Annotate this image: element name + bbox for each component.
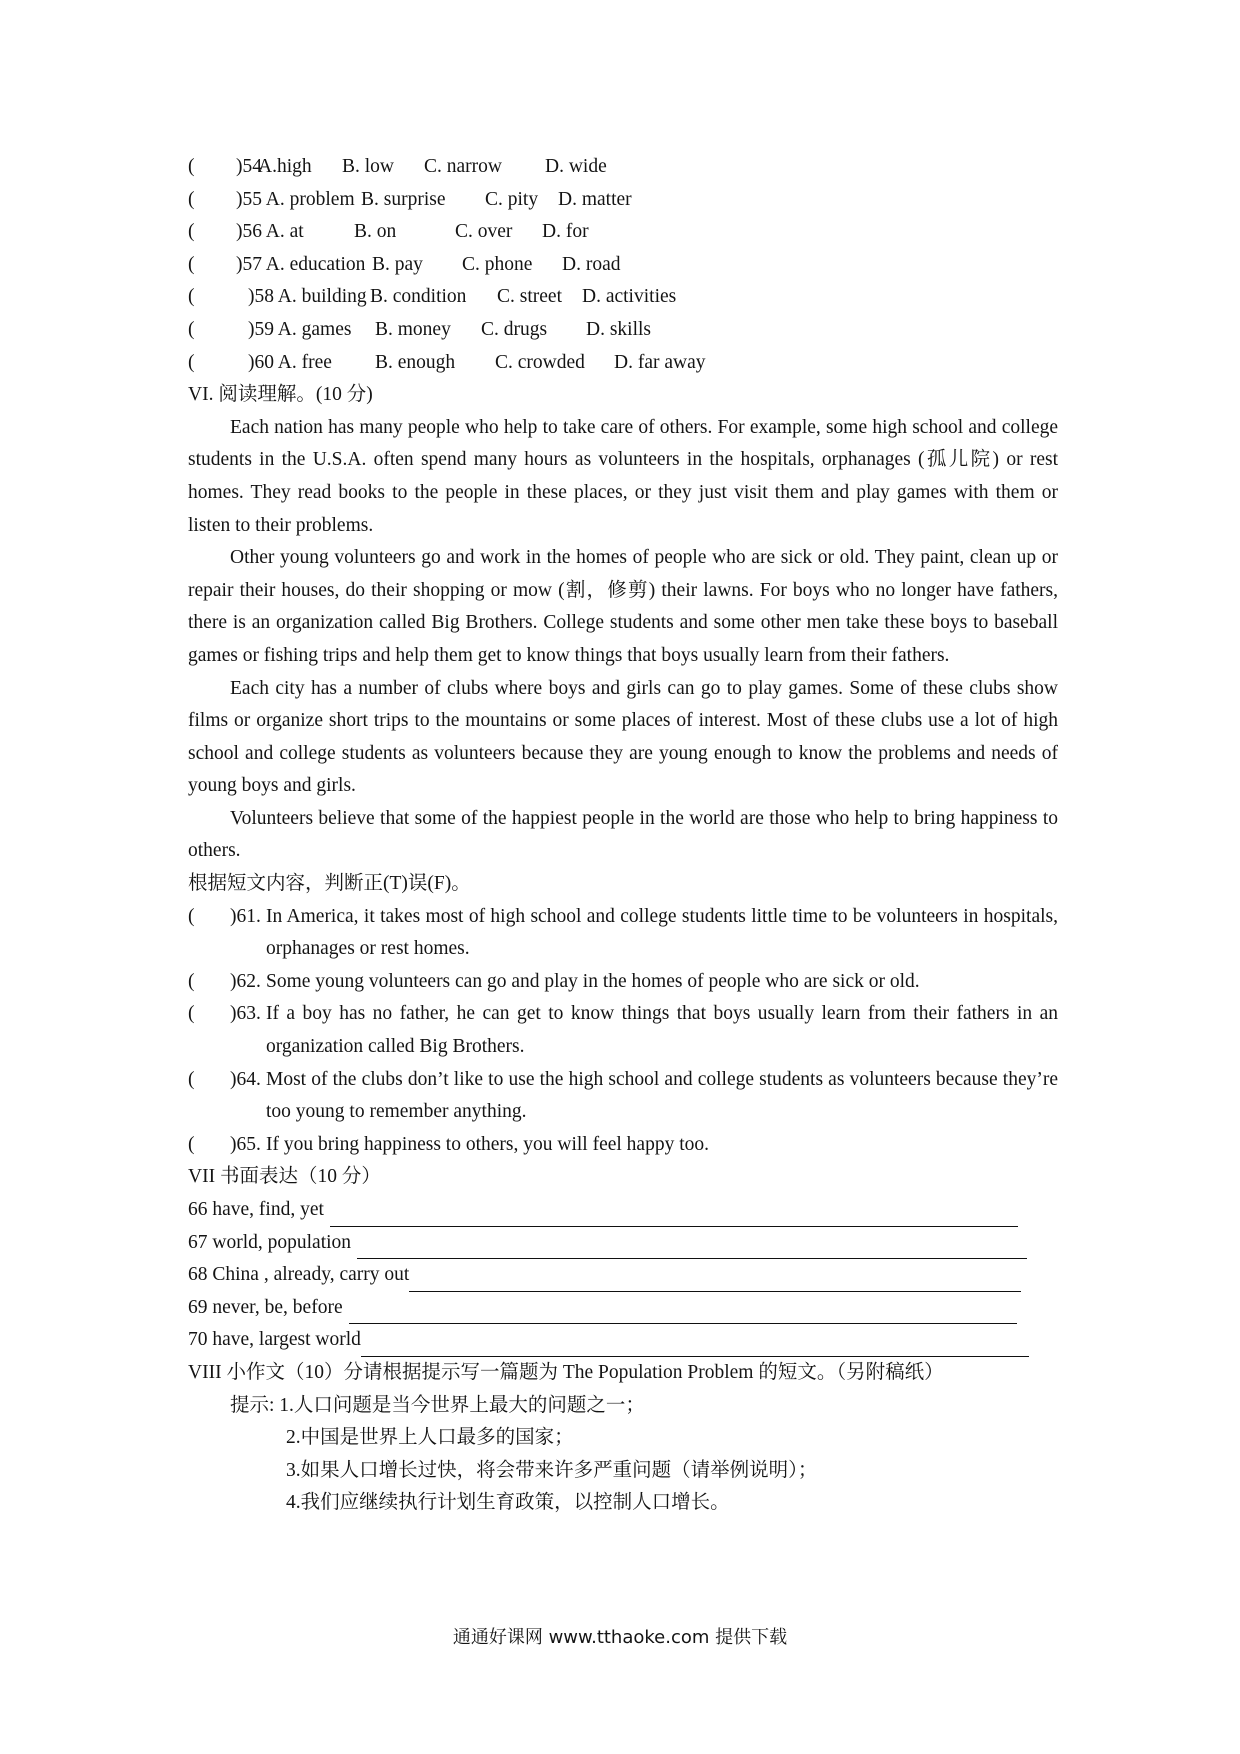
statement-text: Most of the clubs don’t like to use the high school and college students as volunteers because they’re too young to remember anything. xyxy=(266,1068,1058,1123)
option-c: C. phone xyxy=(462,253,533,275)
question-number: )65. xyxy=(230,1133,261,1155)
hint-row xyxy=(230,1390,1058,1423)
writing-prompt: 68 China , already, carry out xyxy=(188,1264,410,1286)
writing-prompt: 67 world, population xyxy=(188,1231,352,1253)
option-d: D. for xyxy=(542,221,589,243)
option-d: D. wide xyxy=(545,156,607,177)
true-false-instruction: 根据短文内容，判断正(T)误(F)。 xyxy=(188,873,471,895)
option-c: C. pity xyxy=(485,188,539,210)
option-a: A.high xyxy=(258,156,312,177)
answer-line[interactable] xyxy=(330,1204,1018,1227)
answer-paren: ( xyxy=(188,351,195,373)
option-d: D. skills xyxy=(586,318,652,340)
option-d: D. far away xyxy=(614,351,706,373)
option-d: D. road xyxy=(562,253,621,275)
question-number: )62. xyxy=(230,970,261,992)
question-number: )61. xyxy=(230,905,261,927)
answer-paren: ( xyxy=(188,970,195,992)
hint-label: 提示: xyxy=(230,1394,275,1416)
choice-row-55 xyxy=(188,184,1058,217)
question-number: )54 xyxy=(236,156,262,177)
answer-paren: ( xyxy=(188,318,195,340)
answer-paren: ( xyxy=(188,221,195,243)
exam-page xyxy=(188,151,1058,1520)
writing-prompt: 69 never, be, before xyxy=(188,1296,343,1318)
writing-item-67 xyxy=(188,1227,1058,1260)
writing-heading: VII 书面表达（10 分） xyxy=(188,1166,381,1188)
choice-row-59 xyxy=(188,314,1058,347)
writing-prompt: 70 have, largest world xyxy=(188,1329,361,1351)
option-b: B. low xyxy=(342,156,395,177)
answer-paren: ( xyxy=(188,253,195,275)
answer-paren: ( xyxy=(188,286,195,308)
choice-row-60 xyxy=(188,347,1058,380)
question-number: )55 A. problem xyxy=(236,188,355,210)
tf-item-63 xyxy=(188,998,1058,1063)
option-c: C. street xyxy=(497,286,562,308)
cloze-choices xyxy=(188,151,1058,379)
option-d: D. matter xyxy=(558,188,632,210)
hint-item: 4.我们应继续执行计划生育政策，以控制人口增长。 xyxy=(286,1492,730,1514)
answer-line[interactable] xyxy=(349,1301,1017,1324)
statement-text: If a boy has no father, he can get to know things that boys usually learn from their fathers in an organization called Big Brothers. xyxy=(266,1003,1058,1058)
tf-item-62 xyxy=(188,966,1058,999)
writing-item-70 xyxy=(188,1324,1058,1357)
writing-item-69 xyxy=(188,1292,1058,1325)
option-b: B. condition xyxy=(370,286,467,308)
question-number: )59 A. games xyxy=(248,318,352,340)
answer-paren: ( xyxy=(188,156,195,177)
choice-row-58 xyxy=(188,281,1058,314)
option-c: C. over xyxy=(455,221,513,243)
answer-paren: ( xyxy=(188,188,195,210)
passage-paragraph: Other young volunteers go and work in the homes of people who are sick or old. They paint, clean up or repair their houses, do their shopping or mow (割，修剪) their lawns. For boys who no longer have fathers, there is an organization called Big Brothers. College students and some other men take these boys to baseball games or fishing trips and help them get to know things that boys usually learn from their fathers. xyxy=(188,547,1058,666)
answer-paren: ( xyxy=(188,1003,195,1025)
answer-line[interactable] xyxy=(409,1269,1021,1292)
question-number: )64. xyxy=(230,1068,261,1090)
reading-passage xyxy=(188,412,1058,868)
option-b: B. enough xyxy=(375,351,456,373)
reading-heading: VI. 阅读理解。(10 分) xyxy=(188,384,373,406)
answer-paren: ( xyxy=(188,905,195,927)
writing-prompt: 66 have, find, yet xyxy=(188,1199,324,1220)
writing-item-66 xyxy=(188,1194,1058,1227)
option-d: D. activities xyxy=(582,286,677,308)
option-c: C. drugs xyxy=(481,318,548,340)
tf-item-65 xyxy=(188,1129,1058,1162)
question-number: )63. xyxy=(230,1003,261,1025)
choice-row-54 xyxy=(188,151,1058,184)
composition-heading: VIII 小作文（10）分请根据提示写一篇题为 The Population Problem 的短文。（另附稿纸） xyxy=(188,1361,944,1383)
tf-item-64 xyxy=(188,1064,1058,1129)
statement-text: Some young volunteers can go and play in the homes of people who are sick or old. xyxy=(266,970,920,992)
choice-row-56 xyxy=(188,216,1058,249)
passage-paragraph: Each nation has many people who help to take care of others. For example, some high school and college students in the U.S.A. often spend many hours as volunteers in the hospitals, orphanages (孤儿院) or rest homes. They read books to the people in these places, or they just visit them and play games with them or listen to their problems. xyxy=(188,416,1058,536)
page-footer: 通通好课网 www.tthaoke.com 提供下载 xyxy=(452,1627,788,1648)
hint-item: 2.中国是世界上人口最多的国家； xyxy=(286,1427,574,1449)
answer-paren: ( xyxy=(188,1068,195,1090)
option-c: C. narrow xyxy=(424,156,502,177)
answer-line[interactable] xyxy=(361,1334,1029,1357)
writing-item-68 xyxy=(188,1259,1058,1292)
option-c: C. crowded xyxy=(495,351,585,373)
composition-hints xyxy=(188,1390,1058,1520)
hint-item: 3.如果人口增长过快，将会带来许多严重问题（请举例说明）； xyxy=(286,1459,818,1481)
question-number: )56 A. at xyxy=(236,221,304,243)
choice-row-57 xyxy=(188,249,1058,282)
question-number: )58 A. building xyxy=(248,286,367,308)
option-b: B. money xyxy=(375,318,451,340)
option-b: B. surprise xyxy=(361,188,446,210)
answer-line[interactable] xyxy=(357,1236,1027,1259)
statement-text: If you bring happiness to others, you will feel happy too. xyxy=(266,1133,710,1155)
question-number: )57 A. education xyxy=(236,253,366,275)
option-b: B. pay xyxy=(372,253,423,275)
answer-paren: ( xyxy=(188,1133,195,1155)
passage-paragraph: Volunteers believe that some of the happiest people in the world are those who help to bring happiness to others. xyxy=(188,807,1058,862)
tf-item-61 xyxy=(188,901,1058,966)
statement-text: In America, it takes most of high school and college students little time to be volunteers in hospitals, orphanages or rest homes. xyxy=(266,905,1058,960)
hint-item: 1.人口问题是当今世界上最大的问题之一； xyxy=(279,1394,645,1416)
option-b: B. on xyxy=(354,221,397,243)
passage-paragraph: Each city has a number of clubs where boys and girls can go to play games. Some of these clubs show films or organize short trips to the mountains or some places of interest. Most of these clubs use a lot of high school and college students as volunteers because they are young enough to know the problems and needs of young boys and girls. xyxy=(188,677,1058,797)
question-number: )60 A. free xyxy=(248,351,332,373)
